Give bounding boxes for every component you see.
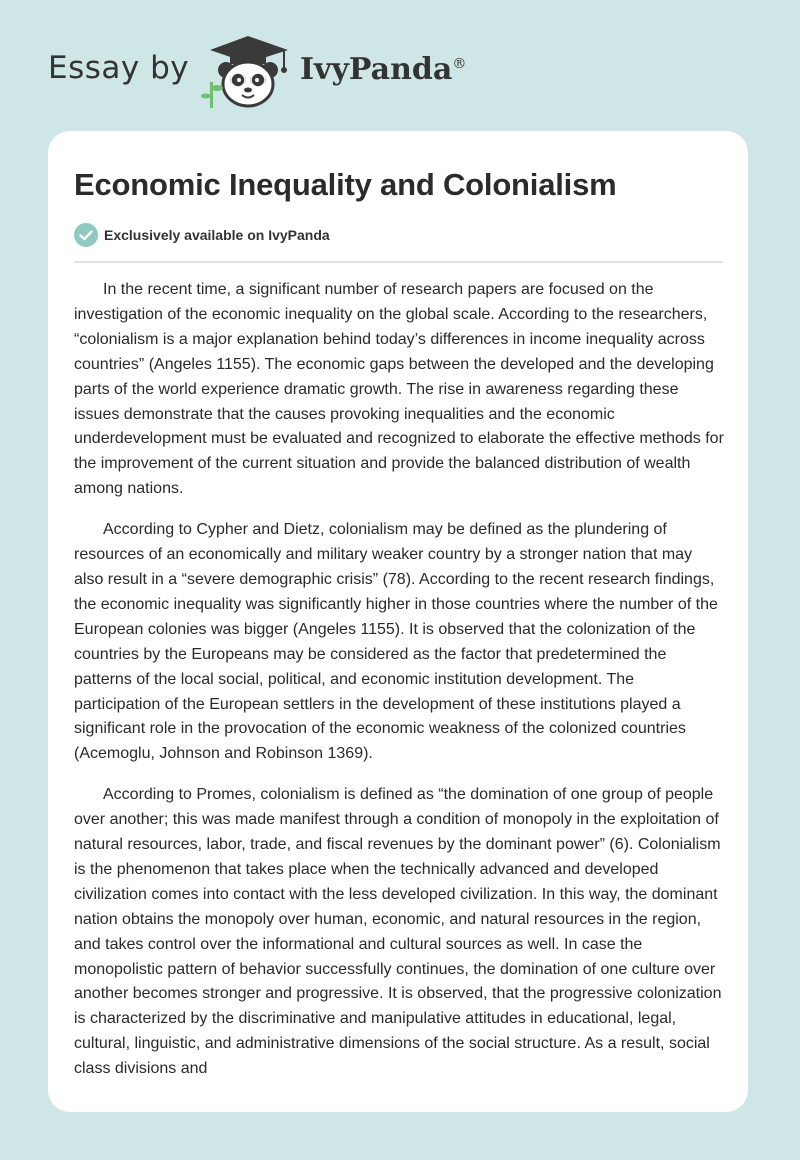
paragraph: According to Cypher and Dietz, colonialism may be defined as the plundering of resources of an economically and military weaker country by a stronger nation that may also result in a “severe demographic crisis” (78). According to the recent research findings, the economic inequality was significantly higher in those countries where the number of the European colonies was bigger (Angeles 1155). It is observed that the colonization of the countries by the Europeans may be considered as the factor that predetermined the patterns of the local social, political, and economic institution development. The participation of the European settlers in the development of these institutions played a significant role in the provocation of the economic weakness of the colonized countries (Acemoglu, Johnson and Robinson 1369). bbox=[74, 521, 718, 763]
panda-graduate-icon[interactable] bbox=[200, 30, 296, 110]
site-header bbox=[0, 0, 800, 130]
exclusive-badge bbox=[74, 223, 330, 247]
page-title: Economic Inequality and Colonialism bbox=[74, 167, 617, 202]
paragraph: In the recent time, a significant number of research papers are focused on the investigation of the economic inequality on the global scale. According to the researchers, “colonialism is a major explanation behind today’s differences in income inequality across countries” (Angeles 1155). The economic gaps between the developed and the developing parts of the world experience dramatic growth. The rise in awareness regarding these issues demonstrate that the causes provoking inequalities and the economic underdevelopment must be evaluated and recognized to elaborate the effective methods for the improvement of the current situation and provide the balanced distribution of wealth among nations. bbox=[74, 281, 724, 498]
trademark: ® bbox=[452, 56, 467, 72]
check-circle-icon bbox=[74, 223, 98, 247]
article-body bbox=[74, 278, 724, 1098]
brand-name[interactable]: IvyPanda® bbox=[300, 52, 467, 87]
badge-label: Exclusively available on IvyPanda bbox=[104, 227, 330, 243]
brand-prefix: Essay by bbox=[48, 50, 190, 86]
article-card bbox=[48, 131, 748, 1112]
paragraph: According to Promes, colonialism is defined as “the domination of one group of people over another; this was made manifest through a condition of monopoly in the exploitation of natural resources, labor, trade, and fiscal revenues by the dominant power” (6). Colonialism is the phenomenon that takes place when the technically advanced and developed civilization comes into contact with the less developed civilization. In this way, the dominant nation obtains the monopoly over human, economic, and natural resources in the region, and takes control over the informational and cultural sources as well. In case the monopolistic pattern of behavior successfully continues, the domination of one culture over another becomes stronger and progressive. It is observed, that the progressive colonization is characterized by the discriminative and manipulative attitudes in educational, legal, cultural, linguistic, and administrative dimensions of the social structure. As a result, social class divisions and bbox=[74, 786, 722, 1078]
divider bbox=[74, 261, 723, 263]
